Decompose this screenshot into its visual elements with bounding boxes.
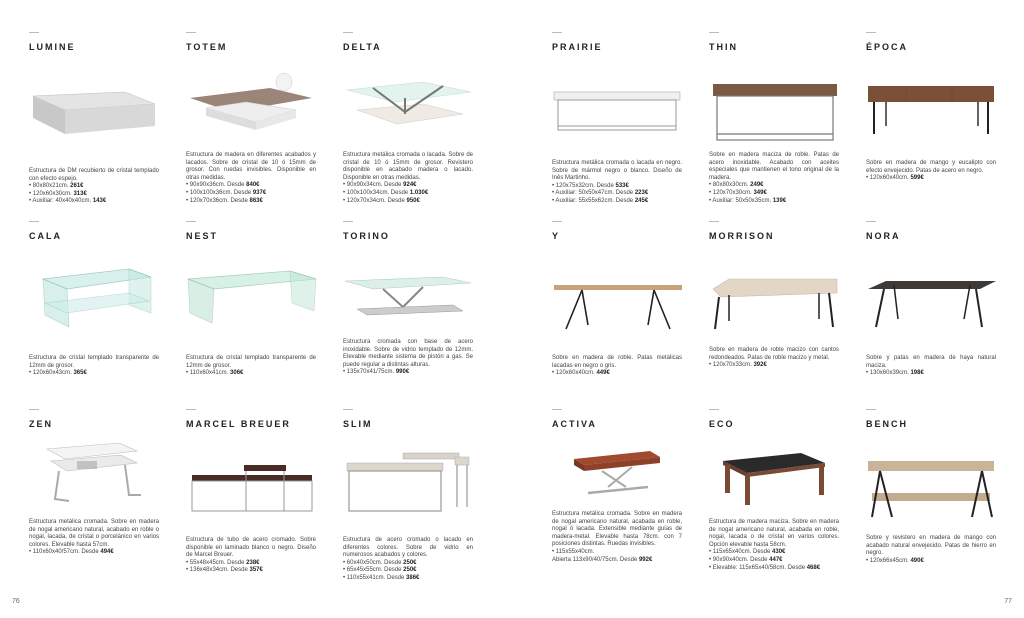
divider: [866, 409, 876, 410]
product-name: CALA: [29, 231, 62, 241]
bench-table-image: [866, 455, 998, 525]
divider: [29, 409, 39, 410]
cala-table-image: [29, 261, 161, 331]
torino-table-image: [343, 273, 475, 343]
page-number-left: 76: [12, 598, 20, 605]
morrison-table-image: [709, 267, 841, 337]
product-card-zen: ZEN Estructura metálica cromada. Sobre en madera de nogal americano natural, acabado en roble o nogal, lacada, de cristal o porcelánico en varios colores. Elevable hasta 57cm. • 110x60x40/57cm. Desde 494€: [29, 409, 161, 429]
product-name: NORA: [866, 231, 901, 241]
product-card-cala: CALA Estructura de cristal templado transparente de 12mm de grosor. • 120x60x43cm. 365€: [29, 221, 161, 241]
product-description: Sobre y revistero en madera de mango con acabado natural envejecido. Patas de hierro en negro.: [866, 535, 996, 557]
divider: [866, 221, 876, 222]
divider: [552, 221, 562, 222]
product-card-activa: ACTIVA Estructura metálica cromada. Sobre en madera de nogal americano natural, acabada en roble, nogal ó lacada. Extensible mediante guías de madera-metal. Elevable hasta 78cm. con 7 posiciones distintas. Ruedas invisibles. • 115x55x40cm. Abierta 113x90/40/75cm. Desde 992€: [552, 409, 684, 429]
epoca-table-image: [866, 76, 998, 146]
product-card-slim: SLIM Estructura de acero cromado o lacado en diferentes colores. Sobre de vidrio en numerosos acabados y colores. • 60x40x50cm. Desde 250€ • 65x45x55cm. Desde 250€ • 110x55x41cm. Desde 386€: [343, 409, 475, 429]
product-card-y: Y Sobre en madera de roble. Patas metálicas lacadas en negro o gris. • 120x60x40cm. 449€: [552, 221, 684, 241]
product-card-lumine: LUMINE Estructura de DM recubierto de cristal templado con efecto espejo. • 80x80x21cm. 261€ • 120x60x30cm. 313€ • Auxiliar: 40x40x40cm. 143€: [29, 32, 161, 52]
delta-table-image: [343, 70, 475, 140]
product-description: Sobre en madera de roble. Patas metálicas lacadas en negro o gris.: [552, 355, 682, 369]
product-card-eco: ECO Estructura de madera maciza. Sobre en madera de nogal americano natural, acabada en roble, nogal, lacada o de cristal en varios colores. Opción elevable hasta 58cm. • 115x65x40cm. Desde 430€ • 90x90x40cm. Desde 447€ • Elevable: 115x65x40/58cm. Desde 468€: [709, 409, 841, 429]
product-card-torino: TORINO Estructura cromada con base de acero inoxidable. Sobre de vidrio templado de 12mm. Elevable mediante sistema de pistón a gas. Se puede regular a distintas alturas. • 135x70x41/75cm. 990€: [343, 221, 475, 241]
product-card-nest: NEST Estructura de cristal templado transparente de 12mm de grosor. • 110x60x41cm. 306€: [186, 221, 318, 241]
product-description: Estructura cromada con base de acero inoxidable. Sobre de vidrio templado de 12mm. Elevable mediante sistema de pistón a gas. Se puede regular a distintas alturas.: [343, 339, 473, 368]
divider: [186, 221, 196, 222]
product-name: TOTEM: [186, 42, 228, 52]
product-description: Estructura de DM recubierto de cristal templado con efecto espejo.: [29, 168, 159, 182]
divider: [552, 32, 562, 33]
product-card-prairie: PRAIRIE Estructura metálica cromada o lacada en negro. Sobre de mármol negro o blanco. Diseño de Inês Martinho. • 120x75x32cm. Desde 533€ • Auxiliar: 50x50x47cm. Desde 223€ • Auxiliar: 55x55x62cm. Desde 245€: [552, 32, 684, 52]
lumine-table-image: [29, 78, 161, 148]
product-name: MARCEL BREUER: [186, 419, 291, 429]
activa-table-image: [552, 443, 684, 513]
page-number-right: 77: [1004, 598, 1012, 605]
product-description: Sobre en madera de mango y eucalipto con efecto envejecido. Patas de acero en negro.: [866, 160, 996, 174]
product-card-epoca: ÉPOCA Sobre en madera de mango y eucalipto con efecto envejecido. Patas de acero en negro. • 120x60x40cm. 599€: [866, 32, 998, 52]
divider: [343, 32, 353, 33]
product-description: Estructura de madera en diferentes acabados y lacados. Sobre de cristal de 10 ó 15mm de grosor. Con ruedas invisibles. Disponible en otras medidas.: [186, 152, 316, 181]
divider: [709, 221, 719, 222]
product-description: Sobre en madera maciza de roble. Patas de acero inoxidable. Acabado con aceites especiales que mantienen el tono original de la madera.: [709, 152, 839, 181]
product-card-bench: BENCH Sobre y revistero en madera de mango con acabado natural envejecido. Patas de hierro en negro. • 120x66x45cm. 490€: [866, 409, 998, 429]
prairie-table-image: [552, 86, 684, 156]
product-card-thin: THIN Sobre en madera maciza de roble. Patas de acero inoxidable. Acabado con aceites especiales que mantienen el tono original de la madera. • 80x80x30cm. 249€ • 120x70x30cm. 349€ • Auxiliar: 50x50x35cm. 139€: [709, 32, 841, 52]
thin-table-image: [709, 76, 841, 146]
eco-table-image: [709, 445, 841, 515]
product-name: SLIM: [343, 419, 373, 429]
product-card-morrison: MORRISON Sobre en madera de roble macizo con cantos redondeados. Patas de roble macizo y metal. • 120x70x33cm. 392€: [709, 221, 841, 241]
product-card-marcel-breuer: MARCEL BREUER Estructura de tubo de acero cromado. Sobre disponible en laminado blanco o negro. Diseño de Marcel Breuer. • 55x48x45cm. Desde 238€ • 136x48x34cm. Desde 357€: [186, 409, 318, 429]
y-table-image: [552, 275, 684, 345]
product-name: TORINO: [343, 231, 390, 241]
product-name: LUMINE: [29, 42, 76, 52]
product-description: Sobre y patas en madera de haya natural maciza.: [866, 355, 996, 369]
totem-table-image: [186, 70, 318, 140]
divider: [29, 32, 39, 33]
product-name: DELTA: [343, 42, 382, 52]
product-description: Estructura metálica cromada o lacada en negro. Sobre de mármol negro o blanco. Diseño de Inês Martinho.: [552, 160, 682, 182]
divider: [186, 32, 196, 33]
divider: [29, 221, 39, 222]
product-description: Estructura de madera maciza. Sobre en madera de nogal americano natural, acabada en roble, nogal, lacada o de cristal en varios colores. Opción elevable hasta 58cm.: [709, 519, 839, 548]
product-description: Estructura de acero cromado o lacado en diferentes colores. Sobre de vidrio en numerosos acabados y colores.: [343, 537, 473, 559]
divider: [343, 409, 353, 410]
marcel-breuer-table-image: [186, 461, 318, 531]
product-description: Estructura metálica cromada. Sobre en madera de nogal americano natural, acabado en roble o nogal, lacada, de cristal o porcelánico en varios colores. Elevable hasta 57cm.: [29, 519, 159, 548]
nora-table-image: [866, 271, 998, 341]
divider: [709, 409, 719, 410]
product-name: ACTIVA: [552, 419, 597, 429]
product-name: ZEN: [29, 419, 53, 429]
product-description: Estructura de tubo de acero cromado. Sobre disponible en laminado blanco o negro. Diseño de Marcel Breuer.: [186, 537, 316, 559]
product-card-totem: TOTEM Estructura de madera en diferentes acabados y lacados. Sobre de cristal de 10 ó 15mm de grosor. Con ruedas invisibles. Disponible en otras medidas. • 90x90x36cm. Desde 840€ • 100x100x36cm. Desde 937€ • 120x70x36cm. Desde 863€: [186, 32, 318, 52]
divider: [343, 221, 353, 222]
slim-table-image: [343, 449, 475, 519]
divider: [552, 409, 562, 410]
nest-table-image: [186, 267, 318, 337]
product-name: THIN: [709, 42, 738, 52]
product-description: Estructura metálica cromada. Sobre en madera de nogal americano natural, acabada en roble, nogal ó lacada. Extensible mediante guías de madera-metal. Elevable hasta 78cm. con 7 posiciones distintas. Ruedas invisibles.: [552, 511, 682, 548]
product-name: MORRISON: [709, 231, 775, 241]
product-name: ECO: [709, 419, 735, 429]
divider: [866, 32, 876, 33]
product-name: BENCH: [866, 419, 909, 429]
product-card-nora: NORA Sobre y patas en madera de haya natural maciza. • 130x60x39cm. 198€: [866, 221, 998, 241]
zen-table-image: [29, 439, 161, 509]
product-description: Estructura metálica cromada o lacada. Sobre de cristal de 10 ó 15mm de grosor. Revistero disponible en acabado madera o lacado. Disponible en otras medidas.: [343, 152, 473, 181]
product-card-delta: DELTA Estructura metálica cromada o lacada. Sobre de cristal de 10 ó 15mm de grosor. Revistero disponible en acabado madera o lacado. Disponible en otras medidas. • 90x90x34cm. Desde 924€ • 100x100x34cm. Desde 1.030€ • 120x70x34cm. Desde 950€: [343, 32, 475, 52]
divider: [186, 409, 196, 410]
product-name: PRAIRIE: [552, 42, 603, 52]
product-description: Sobre en madera de roble macizo con cantos redondeados. Patas de roble macizo y metal.: [709, 347, 839, 361]
product-name: ÉPOCA: [866, 42, 909, 52]
product-name: NEST: [186, 231, 219, 241]
divider: [709, 32, 719, 33]
product-name: Y: [552, 231, 561, 241]
product-description: Estructura de cristal templado transparente de 12mm de grosor.: [29, 355, 159, 369]
product-description: Estructura de cristal templado transparente de 12mm de grosor.: [186, 355, 316, 369]
